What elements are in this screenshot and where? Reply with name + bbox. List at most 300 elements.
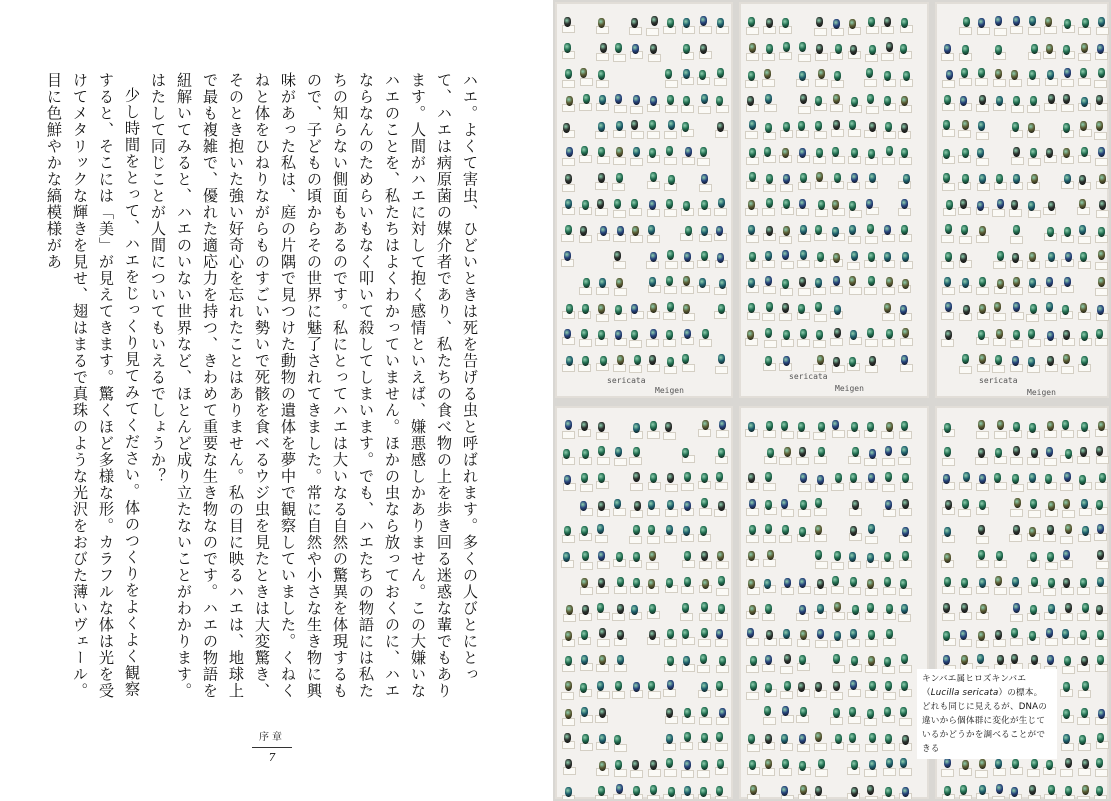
specimen-label bbox=[648, 691, 661, 699]
specimen-label bbox=[976, 104, 989, 112]
fly-specimen bbox=[900, 758, 907, 768]
fly-specimen bbox=[667, 473, 674, 483]
fly-specimen bbox=[749, 148, 756, 158]
fly-specimen bbox=[818, 759, 825, 769]
fly-specimen bbox=[1065, 449, 1072, 459]
fly-specimen bbox=[682, 448, 689, 458]
specimen-label bbox=[1010, 287, 1023, 295]
specimen-label bbox=[830, 104, 843, 112]
fly-specimen bbox=[634, 355, 641, 365]
specimen-label bbox=[994, 28, 1007, 36]
fly-specimen bbox=[1045, 17, 1052, 27]
specimen-label bbox=[597, 156, 610, 164]
fly-specimen bbox=[886, 604, 893, 614]
fly-specimen bbox=[765, 655, 772, 665]
specimen-label bbox=[882, 287, 895, 295]
specimen-label bbox=[865, 588, 878, 596]
fly-specimen bbox=[832, 420, 839, 430]
fly-specimen bbox=[1063, 499, 1070, 509]
specimen-label bbox=[665, 105, 678, 113]
fly-specimen bbox=[650, 303, 657, 313]
specimen-label bbox=[830, 286, 843, 294]
photo-caption bbox=[917, 669, 1057, 759]
specimen-label bbox=[865, 365, 878, 373]
fly-specimen bbox=[668, 787, 675, 797]
fly-specimen bbox=[979, 354, 986, 364]
fly-specimen bbox=[1064, 174, 1071, 184]
fly-specimen bbox=[666, 276, 673, 286]
fly-specimen bbox=[1080, 121, 1087, 131]
fly-specimen bbox=[716, 732, 723, 742]
fly-specimen bbox=[563, 552, 570, 562]
fly-specimen bbox=[962, 354, 969, 364]
fly-specimen bbox=[1047, 356, 1054, 366]
specimen-label bbox=[831, 28, 844, 36]
specimen-label bbox=[664, 286, 677, 294]
specimen-label bbox=[975, 770, 988, 778]
fly-specimen bbox=[1098, 277, 1105, 287]
specimen-label bbox=[942, 80, 955, 88]
specimen-label bbox=[580, 484, 593, 492]
specimen-label bbox=[664, 131, 677, 139]
fly-specimen bbox=[1048, 578, 1055, 588]
fly-specimen bbox=[666, 578, 673, 588]
specimen-label bbox=[1061, 587, 1074, 595]
specimen-label bbox=[976, 560, 989, 568]
specimen-label bbox=[1011, 157, 1024, 165]
fly-specimen bbox=[943, 631, 950, 641]
fly-specimen bbox=[886, 329, 893, 339]
fly-specimen bbox=[903, 174, 910, 184]
fly-specimen bbox=[1011, 787, 1018, 797]
fly-specimen bbox=[943, 603, 950, 613]
specimen-label bbox=[562, 158, 575, 166]
specimen-label bbox=[959, 639, 972, 647]
text-page bbox=[0, 0, 553, 801]
specimen-label bbox=[1009, 534, 1022, 542]
fly-specimen bbox=[978, 550, 985, 560]
specimen-label bbox=[1077, 613, 1090, 621]
specimen-label bbox=[1027, 457, 1040, 465]
specimen-label bbox=[681, 586, 694, 594]
fly-specimen bbox=[1082, 759, 1089, 769]
specimen-label bbox=[993, 313, 1006, 321]
fly-specimen bbox=[799, 199, 806, 209]
fly-specimen bbox=[764, 69, 771, 79]
specimen-label bbox=[976, 132, 989, 140]
fly-specimen bbox=[817, 252, 824, 262]
fly-specimen bbox=[1012, 253, 1019, 263]
specimen-label bbox=[994, 560, 1007, 568]
fly-specimen bbox=[748, 17, 755, 27]
fly-specimen bbox=[600, 43, 607, 53]
specimen-label bbox=[814, 131, 827, 139]
specimen-label bbox=[1078, 312, 1091, 320]
specimen-label bbox=[561, 692, 574, 700]
fly-specimen bbox=[901, 225, 908, 235]
fly-specimen bbox=[945, 252, 952, 262]
specimen-label bbox=[682, 364, 695, 372]
fly-specimen bbox=[901, 654, 908, 664]
fly-specimen bbox=[599, 278, 606, 288]
fly-specimen bbox=[1030, 304, 1037, 314]
fly-specimen bbox=[996, 174, 1003, 184]
fly-specimen bbox=[1048, 94, 1055, 104]
specimen-label bbox=[1094, 132, 1107, 140]
specimen-label bbox=[779, 638, 792, 646]
fly-specimen bbox=[1079, 475, 1086, 485]
specimen-label bbox=[1044, 458, 1057, 466]
fly-specimen bbox=[1080, 630, 1087, 640]
fly-specimen bbox=[651, 16, 658, 26]
specimen-label bbox=[1060, 560, 1073, 568]
fly-specimen bbox=[1064, 472, 1071, 482]
specimen-label bbox=[881, 53, 894, 61]
fly-specimen bbox=[799, 655, 806, 665]
caption-line-1: キンバエ属ヒロズキンバエ bbox=[922, 674, 1027, 684]
specimen-label bbox=[780, 666, 793, 674]
fly-specimen bbox=[963, 17, 970, 27]
specimen-label bbox=[745, 131, 758, 139]
specimen-label bbox=[959, 236, 972, 244]
fly-specimen bbox=[617, 226, 624, 236]
specimen-label bbox=[1028, 158, 1041, 166]
specimen-label bbox=[596, 80, 609, 88]
specimen-label bbox=[865, 339, 878, 347]
specimen-label bbox=[830, 640, 843, 648]
fly-specimen bbox=[962, 760, 969, 770]
fly-specimen bbox=[748, 71, 755, 81]
fly-specimen bbox=[1096, 500, 1103, 510]
fly-specimen bbox=[781, 786, 788, 796]
fly-specimen bbox=[997, 420, 1004, 430]
fly-specimen bbox=[682, 603, 689, 613]
fly-specimen bbox=[782, 303, 789, 313]
fly-specimen bbox=[598, 422, 605, 432]
fly-specimen bbox=[598, 330, 605, 340]
specimen-label bbox=[958, 509, 971, 517]
specimen-label bbox=[1026, 314, 1039, 322]
fly-specimen bbox=[701, 473, 708, 483]
specimen-label bbox=[779, 52, 792, 60]
fly-specimen bbox=[716, 226, 723, 236]
fly-specimen bbox=[815, 121, 822, 131]
specimen-label bbox=[1011, 312, 1024, 320]
fly-specimen bbox=[885, 681, 892, 691]
fly-specimen bbox=[599, 734, 606, 744]
specimen-label bbox=[815, 769, 828, 777]
specimen-label bbox=[746, 235, 759, 243]
specimen-label bbox=[716, 26, 729, 34]
specimen-label bbox=[780, 288, 793, 296]
fly-specimen bbox=[1047, 70, 1054, 80]
specimen-label bbox=[1044, 430, 1057, 438]
fly-specimen bbox=[748, 200, 755, 210]
fly-specimen bbox=[616, 552, 623, 562]
specimen-label bbox=[941, 235, 954, 243]
specimen-label bbox=[647, 235, 660, 243]
specimen-tray bbox=[739, 2, 929, 398]
fly-specimen bbox=[649, 551, 656, 561]
specimen-label bbox=[596, 314, 609, 322]
specimen-label bbox=[763, 132, 776, 140]
fly-specimen bbox=[884, 577, 891, 587]
fly-specimen bbox=[633, 147, 640, 157]
specimen-label bbox=[746, 535, 759, 543]
fly-specimen bbox=[615, 447, 622, 457]
specimen-label bbox=[764, 340, 777, 348]
specimen-label bbox=[779, 535, 792, 543]
fly-specimen bbox=[719, 708, 726, 718]
specimen-label bbox=[815, 209, 828, 217]
specimen-label bbox=[943, 208, 956, 216]
fly-specimen bbox=[683, 18, 690, 28]
tray-label: Meigen bbox=[655, 386, 684, 395]
fly-specimen bbox=[995, 630, 1002, 640]
fly-specimen bbox=[631, 304, 638, 314]
fly-specimen bbox=[633, 578, 640, 588]
specimen-label bbox=[579, 287, 592, 295]
fly-specimen bbox=[960, 253, 967, 263]
specimen-label bbox=[780, 743, 793, 751]
specimen-label bbox=[849, 287, 862, 295]
fly-specimen bbox=[1065, 786, 1072, 796]
specimen-label bbox=[1062, 666, 1075, 674]
fly-specimen bbox=[1096, 605, 1103, 615]
fly-specimen bbox=[961, 578, 968, 588]
specimen-label bbox=[715, 639, 728, 647]
fly-specimen bbox=[749, 172, 756, 182]
fly-specimen bbox=[901, 123, 908, 133]
specimen-label bbox=[763, 559, 776, 567]
fly-specimen bbox=[799, 42, 806, 52]
fly-specimen bbox=[867, 579, 874, 589]
specimen-label bbox=[865, 612, 878, 620]
fly-specimen bbox=[850, 526, 857, 536]
specimen-label bbox=[580, 78, 593, 86]
fly-specimen bbox=[833, 708, 840, 718]
fly-specimen bbox=[1098, 17, 1105, 27]
fly-specimen bbox=[667, 629, 674, 639]
specimen-label bbox=[597, 561, 610, 569]
specimen-label bbox=[716, 105, 729, 113]
fly-specimen bbox=[944, 277, 951, 287]
specimen-label bbox=[716, 561, 729, 569]
body-text bbox=[41, 72, 483, 712]
specimen-label bbox=[864, 79, 877, 87]
fly-specimen bbox=[944, 527, 951, 537]
fly-specimen bbox=[1012, 474, 1019, 484]
specimen-label bbox=[1096, 27, 1109, 35]
fly-specimen bbox=[851, 787, 858, 797]
specimen-tray bbox=[739, 406, 929, 799]
fly-specimen bbox=[850, 45, 857, 55]
fly-specimen bbox=[885, 734, 892, 744]
fly-specimen bbox=[764, 579, 771, 589]
fly-specimen bbox=[582, 356, 589, 366]
fly-specimen bbox=[1031, 44, 1038, 54]
tray-label: sericata bbox=[979, 376, 1018, 385]
specimen-label bbox=[780, 184, 793, 192]
fly-specimen bbox=[834, 631, 841, 641]
fly-specimen bbox=[648, 525, 655, 535]
specimen-tray bbox=[555, 406, 733, 799]
fly-specimen bbox=[749, 252, 756, 262]
specimen-label bbox=[596, 53, 609, 61]
specimen-label bbox=[680, 742, 693, 750]
fly-specimen bbox=[1099, 174, 1106, 184]
fly-specimen bbox=[1063, 45, 1070, 55]
specimen-label bbox=[882, 157, 895, 165]
fly-specimen bbox=[748, 551, 755, 561]
specimen-label bbox=[1061, 79, 1074, 87]
fly-specimen bbox=[996, 551, 1003, 561]
fly-specimen bbox=[1029, 278, 1036, 288]
fly-specimen bbox=[614, 735, 621, 745]
specimen-label bbox=[780, 691, 793, 699]
fly-specimen bbox=[1046, 760, 1053, 770]
specimen-label bbox=[899, 234, 912, 242]
specimen-label bbox=[992, 209, 1005, 217]
specimen-label bbox=[664, 209, 677, 217]
fly-specimen bbox=[833, 654, 840, 664]
specimen-label bbox=[882, 458, 895, 466]
fly-specimen bbox=[649, 120, 656, 130]
fly-specimen bbox=[1047, 655, 1054, 665]
fly-specimen bbox=[717, 253, 724, 263]
fly-specimen bbox=[748, 278, 755, 288]
specimen-label bbox=[562, 184, 575, 192]
fly-specimen bbox=[943, 655, 950, 665]
fly-specimen bbox=[868, 276, 875, 286]
fly-specimen bbox=[684, 732, 691, 742]
fly-specimen bbox=[782, 18, 789, 28]
fly-specimen bbox=[1030, 499, 1037, 509]
fly-specimen bbox=[598, 501, 605, 511]
specimen-label bbox=[716, 430, 729, 438]
fly-specimen bbox=[667, 357, 674, 367]
fly-specimen bbox=[583, 278, 590, 288]
fly-specimen bbox=[1079, 175, 1086, 185]
fly-specimen bbox=[902, 551, 909, 561]
specimen-label bbox=[697, 665, 710, 673]
fly-specimen bbox=[1063, 734, 1070, 744]
fly-specimen bbox=[582, 449, 589, 459]
fly-specimen bbox=[886, 629, 893, 639]
fly-specimen bbox=[582, 734, 589, 744]
fly-specimen bbox=[815, 302, 822, 312]
caption-line-2: （Lucilla sericata）の標本。 bbox=[922, 688, 1043, 698]
fly-specimen bbox=[1098, 250, 1105, 260]
specimen-label bbox=[647, 364, 660, 372]
specimen-label bbox=[596, 287, 609, 295]
fly-specimen bbox=[582, 605, 589, 615]
specimen-label bbox=[866, 26, 879, 34]
specimen-label bbox=[699, 613, 712, 621]
paragraph-2: 少し時間をとって、ハエをじっくり見てみてください。体のつくりをよくよく観察すると、そこには「美」が見えてきます。驚くほど多様な形。カラフルな体は光を受けてメタリックな輝きを見せ、翅はまるで真珠のような光沢をおびた薄いヴェール。目に色鮮やかな縞模様があ bbox=[45, 72, 141, 699]
specimen-label bbox=[1077, 796, 1090, 799]
fly-specimen bbox=[1013, 525, 1020, 535]
fly-specimen bbox=[1096, 446, 1103, 456]
fly-specimen bbox=[1063, 330, 1070, 340]
fly-specimen bbox=[564, 43, 571, 53]
specimen-label bbox=[763, 535, 776, 543]
fly-specimen bbox=[1063, 123, 1070, 133]
fly-specimen bbox=[598, 578, 605, 588]
fly-specimen bbox=[901, 604, 908, 614]
fly-specimen bbox=[800, 707, 807, 717]
fly-specimen bbox=[978, 631, 985, 641]
fly-specimen bbox=[1028, 123, 1035, 133]
fly-specimen bbox=[980, 604, 987, 614]
specimen-label bbox=[1060, 769, 1073, 777]
specimen-label bbox=[699, 339, 712, 347]
specimen-label bbox=[976, 287, 989, 295]
specimen-label bbox=[597, 612, 610, 620]
specimen-label bbox=[561, 234, 574, 242]
fly-specimen bbox=[944, 758, 951, 768]
fly-specimen bbox=[1031, 655, 1038, 665]
fly-specimen bbox=[901, 446, 908, 456]
specimen-label bbox=[779, 236, 792, 244]
fly-specimen bbox=[1082, 526, 1089, 536]
specimen-label bbox=[762, 260, 775, 268]
specimen-label bbox=[613, 261, 626, 269]
fly-specimen bbox=[1097, 550, 1104, 560]
specimen-label bbox=[762, 53, 775, 61]
fly-specimen bbox=[996, 784, 1003, 794]
fly-specimen bbox=[583, 94, 590, 104]
specimen-label bbox=[814, 534, 827, 542]
fly-specimen bbox=[1098, 68, 1105, 78]
fly-specimen bbox=[683, 69, 690, 79]
specimen-label bbox=[763, 483, 776, 491]
fly-specimen bbox=[717, 122, 724, 132]
specimen-label bbox=[976, 158, 989, 166]
specimen-label bbox=[1044, 26, 1057, 34]
fly-specimen bbox=[961, 225, 968, 235]
fly-specimen bbox=[1047, 227, 1054, 237]
specimen-label bbox=[781, 261, 794, 269]
fly-specimen bbox=[666, 734, 673, 744]
fly-specimen bbox=[599, 655, 606, 665]
specimen-label bbox=[1061, 104, 1074, 112]
specimen-label bbox=[994, 587, 1007, 595]
fly-specimen bbox=[869, 173, 876, 183]
fly-specimen bbox=[615, 681, 622, 691]
specimen-label bbox=[1027, 769, 1040, 777]
fly-specimen bbox=[1013, 174, 1020, 184]
fly-specimen bbox=[1098, 709, 1105, 719]
fly-specimen bbox=[815, 732, 822, 742]
fly-specimen bbox=[1063, 550, 1070, 560]
specimen-label bbox=[647, 508, 660, 516]
specimen-label bbox=[762, 79, 775, 87]
specimen-label bbox=[865, 639, 878, 647]
specimen-label bbox=[746, 692, 759, 700]
fly-specimen bbox=[565, 420, 572, 430]
fly-specimen bbox=[962, 120, 969, 130]
fly-specimen bbox=[634, 501, 641, 511]
fly-specimen bbox=[979, 304, 986, 314]
fly-specimen bbox=[782, 250, 789, 260]
fly-specimen bbox=[648, 681, 655, 691]
fly-specimen bbox=[978, 18, 985, 28]
fly-specimen bbox=[783, 199, 790, 209]
fly-specimen bbox=[598, 70, 605, 80]
specimen-label bbox=[1061, 743, 1074, 751]
specimen-label bbox=[898, 614, 911, 622]
